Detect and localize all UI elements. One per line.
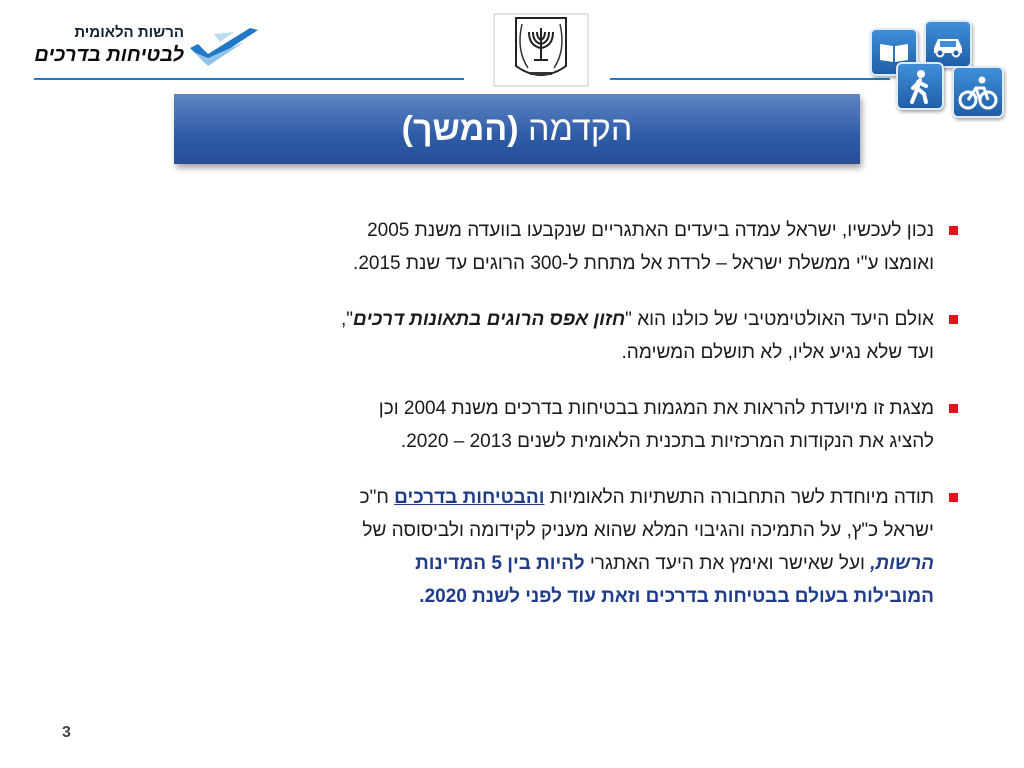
bullet-2-closing: ", bbox=[340, 309, 354, 330]
bullet-4-line2: ישראל כ"ץ, על התמיכה והגיבוי המלא שהוא מעניק לקידומה ולביסוסה של bbox=[362, 520, 934, 541]
slide-title-main: הקדמה bbox=[528, 109, 633, 148]
bullet-4-line3 bbox=[98, 547, 934, 580]
authority-logo bbox=[34, 22, 264, 74]
slide-title-banner bbox=[174, 94, 860, 164]
bullet-4-line1 bbox=[98, 481, 934, 514]
bullet-item bbox=[98, 214, 958, 280]
bicycle-icon bbox=[952, 66, 1004, 118]
bullet-item bbox=[98, 481, 958, 613]
bullet-1-line2: ואומצו ע"י ממשלת ישראל – לרדת אל מתחת ל-300 הרוגים עד שנת 2015. bbox=[353, 253, 934, 274]
vision-zero-emphasis: חזון אפס הרוגים בתאונות דרכים bbox=[353, 309, 626, 330]
bullet-square-icon bbox=[949, 493, 958, 502]
slide-title bbox=[402, 110, 633, 149]
bullet-3-line1: מצגת זו מיועדת להראות את המגמות בבטיחות בדרכים משנת 2004 וכן bbox=[378, 398, 934, 419]
road-safety-link[interactable]: והבטיחות בדרכים bbox=[394, 487, 545, 508]
header-divider-left bbox=[34, 78, 464, 80]
pedestrian-icon bbox=[896, 62, 944, 110]
slide-title-accent: (המשך) bbox=[401, 109, 519, 148]
bullet-4-text: תודה מיוחדת לשר התחבורה התשתיות הלאומיות bbox=[544, 487, 934, 508]
bullet-square-icon bbox=[949, 404, 958, 413]
bullet-square-icon bbox=[949, 315, 958, 324]
bullet-item bbox=[98, 303, 958, 369]
bullet-1-line1: נכון לעכשיו, ישראל עמדה ביעדים האתגריים שנקבעו בוועדה משנת 2005 bbox=[367, 220, 934, 241]
bullet-item bbox=[98, 392, 958, 458]
page-number: 3 bbox=[62, 724, 71, 741]
bullet-2-text: אולם היעד האולטימטיבי של כולנו הוא " bbox=[625, 309, 934, 330]
goal-emphasis: להיות בין 5 המדינות bbox=[415, 553, 585, 574]
bullet-4-line4: המובילות בעולם בבטיחות בדרכים וזאת עוד לפני לשנת 2020. bbox=[419, 586, 934, 607]
bullet-4-mk: ח"כ bbox=[359, 487, 395, 508]
bullet-3-line2: להציג את הנקודות המרכזיות בתכנית הלאומית לשנים 2013 – 2020. bbox=[400, 431, 934, 452]
header-divider-right bbox=[610, 78, 890, 80]
logo-text-line1: הרשות הלאומית bbox=[74, 24, 184, 41]
bullet-2-line2: ועד שלא נגיע אליו, לא תושלם המשימה. bbox=[621, 342, 934, 363]
car-icon bbox=[924, 20, 972, 68]
bullet-4-text-cont: ועל שאישר ואימץ את היעד האתגרי bbox=[584, 553, 871, 574]
logo-checkmark-icon bbox=[184, 24, 264, 72]
state-emblem-icon bbox=[486, 10, 596, 92]
authority-emphasis: הרשות, bbox=[870, 553, 934, 574]
bullet-square-icon bbox=[949, 226, 958, 235]
state-emblem bbox=[486, 10, 596, 92]
bullet-2-line1 bbox=[98, 303, 934, 336]
bullet-list bbox=[98, 214, 958, 636]
logo-text-line2: לבטיחות בדרכים bbox=[34, 44, 184, 66]
